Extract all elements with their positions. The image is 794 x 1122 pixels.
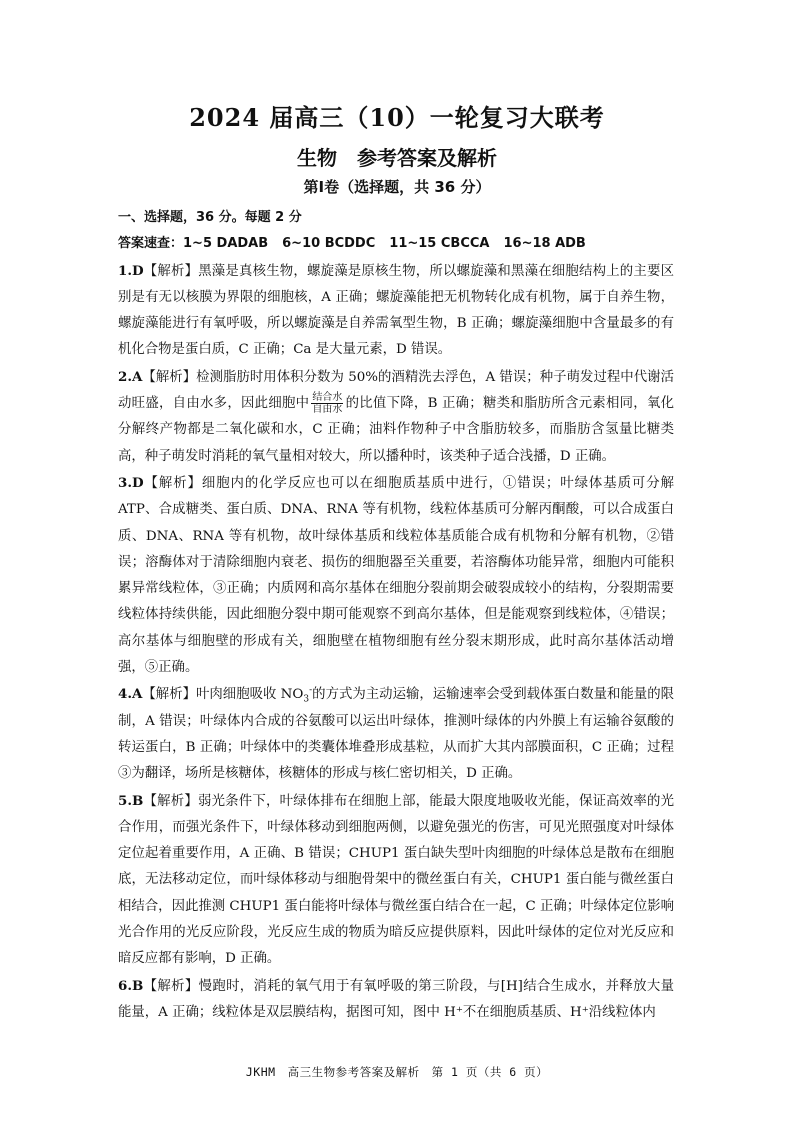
answer-explanation-part: 的方式为主动运输，运输速率会受到载体蛋白数量和能量的限制，A 错误；叶绿体内合成的谷氨酸可以运出叶绿体，推测叶绿体的内外膜上有运输谷氨酸的转运蛋白，B 正确；叶绿体中的类囊体堆叠形成基粒，从而扩大其内部膜面积，C 正确；过程③为翻译，场所是核糖体，核糖体的形成与核仁密切相关，D 正确。 — [118, 687, 675, 782]
water-ratio-fraction — [311, 392, 343, 415]
quick-answer-group: 11~15 CBCCA — [389, 236, 490, 252]
fraction-numerator: 结合水 — [312, 392, 343, 404]
answer-explanation-part: 【解析】叶肉细胞吸收 NO — [142, 687, 304, 703]
answer-number: 2.A — [118, 368, 143, 385]
section-heading: 一、选择题，36 分。每题 2 分 — [118, 210, 302, 225]
answer-explanation: 【解析】黑藻是真核生物，螺旋藻是原核生物，所以螺旋藻和黑藻在细胞结构上的主要区别是有无以核膜为界限的细胞核，A 正确；螺旋藻能把无机物转化成有机物，属于自养生物，螺旋藻能进行有氧呼吸，所以螺旋藻是自养需氧型生物，B 正确；螺旋藻细胞中含量最多的有机化合物是蛋白质，C 正确；Ca 是大量元素，D 错误。 — [118, 263, 674, 358]
answer-number: 3.D — [118, 474, 144, 491]
answer-number: 4.A — [118, 686, 143, 703]
answer-explanation: 【解析】细胞内的化学反应也可以在细胞质基质中进行，①错误；叶绿体基质可分解 ATP、合成糖类、蛋白质、DNA、RNA 等有机物，线粒体基质可分解丙酮酸，可以合成蛋白质、DNA、RNA 等有机物，故叶绿体基质和线粒体基质能合成有机物和分解有机物，②错误；溶酶体对于清除细胞内衰老、损伤的细胞器至关重要，若溶酶体功能异常，细胞内可能积累异常线粒体，③正确；内质网和高尔基体在细胞分裂前期会破裂成较小的结构，分裂期需要线粒体持续供能，因此细胞分裂中期可能观察不到高尔基体，但是能观察到线粒体，④错误；高尔基体与细胞壁的形成有关，细胞壁在植物细胞有丝分裂末期形成，此时高尔基体活动增强，⑤正确。 — [118, 475, 674, 676]
answer-item-6 — [118, 973, 674, 1027]
quick-answer-label: 答案速查： — [118, 236, 184, 252]
nitrate-superscript: - — [309, 685, 313, 696]
nitrate-subscript: 3 — [303, 695, 310, 706]
quick-answer-group: 1~5 DADAB — [183, 236, 269, 252]
page-title: 2024 届高三（10）一轮复习大联考 — [189, 103, 605, 132]
answer-content — [118, 205, 674, 1026]
answer-item-4 — [118, 681, 674, 787]
fraction-denominator: 自由水 — [312, 404, 343, 416]
answer-item-5 — [118, 788, 674, 973]
answer-number: 5.B — [118, 792, 144, 809]
answer-explanation: 【解析】弱光条件下，叶绿体排布在细胞上部，能最大限度地吸收光能，保证高效率的光合作用，而强光条件下，叶绿体移动到细胞两侧，以避免强光的伤害，可见光照强度对叶绿体定位起着重要作用，A 正确、B 错误；CHUP1 蛋白缺失型叶肉细胞的叶绿体总是散布在细胞底，无法移动定位，而叶绿体移动与细胞骨架中的微丝蛋白有关，CHUP1 蛋白能与微丝蛋白相结合，因此推测 CHUP1 蛋白能将叶绿体与微丝蛋白结合在一起，C 正确；叶绿体定位影响光合作用的光反应阶段，光反应生成的物质为暗反应提供原料，因此叶绿体的定位对光反应和暗反应都有影响，D 正确。 — [118, 793, 674, 967]
answer-item-3 — [118, 470, 674, 681]
answer-explanation-part: 的比值下降，B 正确；糖类和脂肪所含元素相同，氧化分解终产物都是二氧化碳和水，C 正确；油料作物种子中含脂肪较多，而脂肪含氢量比糖类高，种子萌发时消耗的氧气量相对较大，所以播种时，该类种子适合浅播，D 正确。 — [118, 396, 674, 464]
volume-heading: 第Ⅰ卷（选择题，共 36 分） — [303, 178, 491, 196]
answer-item-2 — [118, 364, 674, 470]
quick-answer-line — [118, 231, 674, 257]
answer-number: 6.B — [118, 977, 144, 994]
page-footer: JKHM 高三生物参考答案及解析 第 1 页（共 6 页） — [245, 1065, 549, 1079]
answer-item-1 — [118, 258, 674, 364]
page-subtitle: 生物 参考答案及解析 — [297, 146, 497, 170]
answer-explanation: 【解析】慢跑时，消耗的氧气用于有氧呼吸的第三阶段，与[H]结合生成水，并释放大量能量，A 正确；线粒体是双层膜结构，据图可知，图中 H⁺不在细胞质基质、H⁺沿线粒体内 — [118, 978, 674, 1020]
quick-answer-group: 6~10 BCDDC — [282, 236, 376, 252]
answer-explanation-part: 【解析】检测脂肪时用体积分数为 50%的酒精洗去浮色，A 错误；种子萌发过程中代谢活动旺盛，自由水多，因此细胞中 — [118, 369, 674, 412]
answer-number: 1.D — [118, 262, 144, 279]
quick-answer-group: 16~18 ADB — [503, 236, 586, 252]
